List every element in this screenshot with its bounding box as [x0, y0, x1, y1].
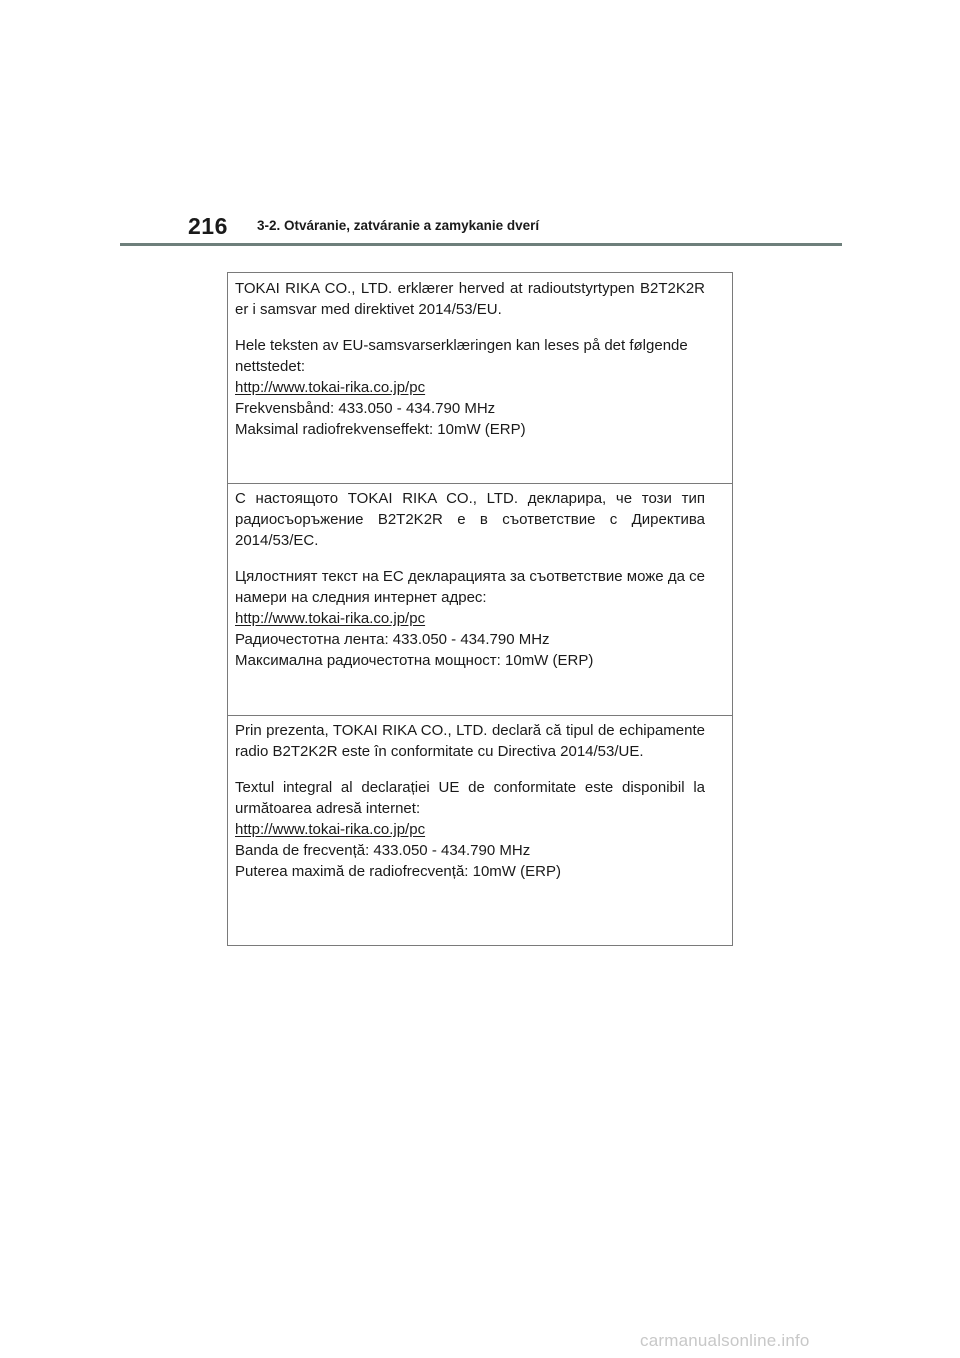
fulltext-intro: Hele teksten av EU-samsvarserklæringen kan leses på det følgende nettstedet: — [235, 337, 688, 375]
declaration-url-link[interactable]: http://www.tokai-rika.co.jp/pc — [235, 379, 426, 396]
declaration-section-romanian — [228, 715, 732, 945]
page-header — [120, 212, 842, 248]
declaration-url-link[interactable]: http://www.tokai-rika.co.jp/pc — [235, 821, 426, 838]
frequency-band: Frekvensbånd: 433.050 - 434.790 MHz — [235, 400, 496, 417]
declaration-url-link[interactable]: http://www.tokai-rika.co.jp/pc — [235, 610, 426, 627]
header-rule — [120, 243, 842, 246]
page-number: 216 — [188, 213, 228, 239]
declaration-section-norwegian — [228, 273, 732, 483]
declaration-box — [227, 272, 733, 946]
max-power: Maksimal radiofrekvenseffekt: 10mW (ERP) — [235, 421, 526, 438]
frequency-band: Banda de frecvență: 433.050 - 434.790 MHz — [235, 842, 531, 859]
max-power: Максимална радиочестотна мощност: 10mW (ERP) — [235, 652, 594, 669]
section-title: 3-2. Otváranie, zatváranie a zamykanie dverí — [257, 218, 540, 233]
fulltext-intro: Цялостният текст на ЕС декларацията за съответствие може да се намери на следния интернет адрес: — [235, 568, 705, 606]
frequency-band: Радиочестотна лента: 433.050 - 434.790 MHz — [235, 631, 550, 648]
declaration-section-bulgarian — [228, 483, 732, 715]
watermark-text: carmanualsonline.info — [640, 1331, 810, 1350]
fulltext-intro: Textul integral al declarației UE de conformitate este disponibil la următoarea adresă internet: — [235, 779, 705, 817]
declaration-text: С настоящото TOKAI RIKA CO., LTD. декларира, че този тип радиосъоръжение B2T2K2R е в съответствие с Директива 2014/53/ЕС. — [235, 490, 705, 549]
declaration-text: TOKAI RIKA CO., LTD. erklærer herved at radioutstyrtypen B2T2K2R er i samsvar med direktivet 2014/53/EU. — [235, 280, 705, 318]
declaration-text: Prin prezenta, TOKAI RIKA CO., LTD. declară că tipul de echipamente radio B2T2K2R este în conformitate cu Directiva 2014/53/UE. — [235, 722, 705, 760]
max-power: Puterea maximă de radiofrecvență: 10mW (ERP) — [235, 863, 561, 880]
